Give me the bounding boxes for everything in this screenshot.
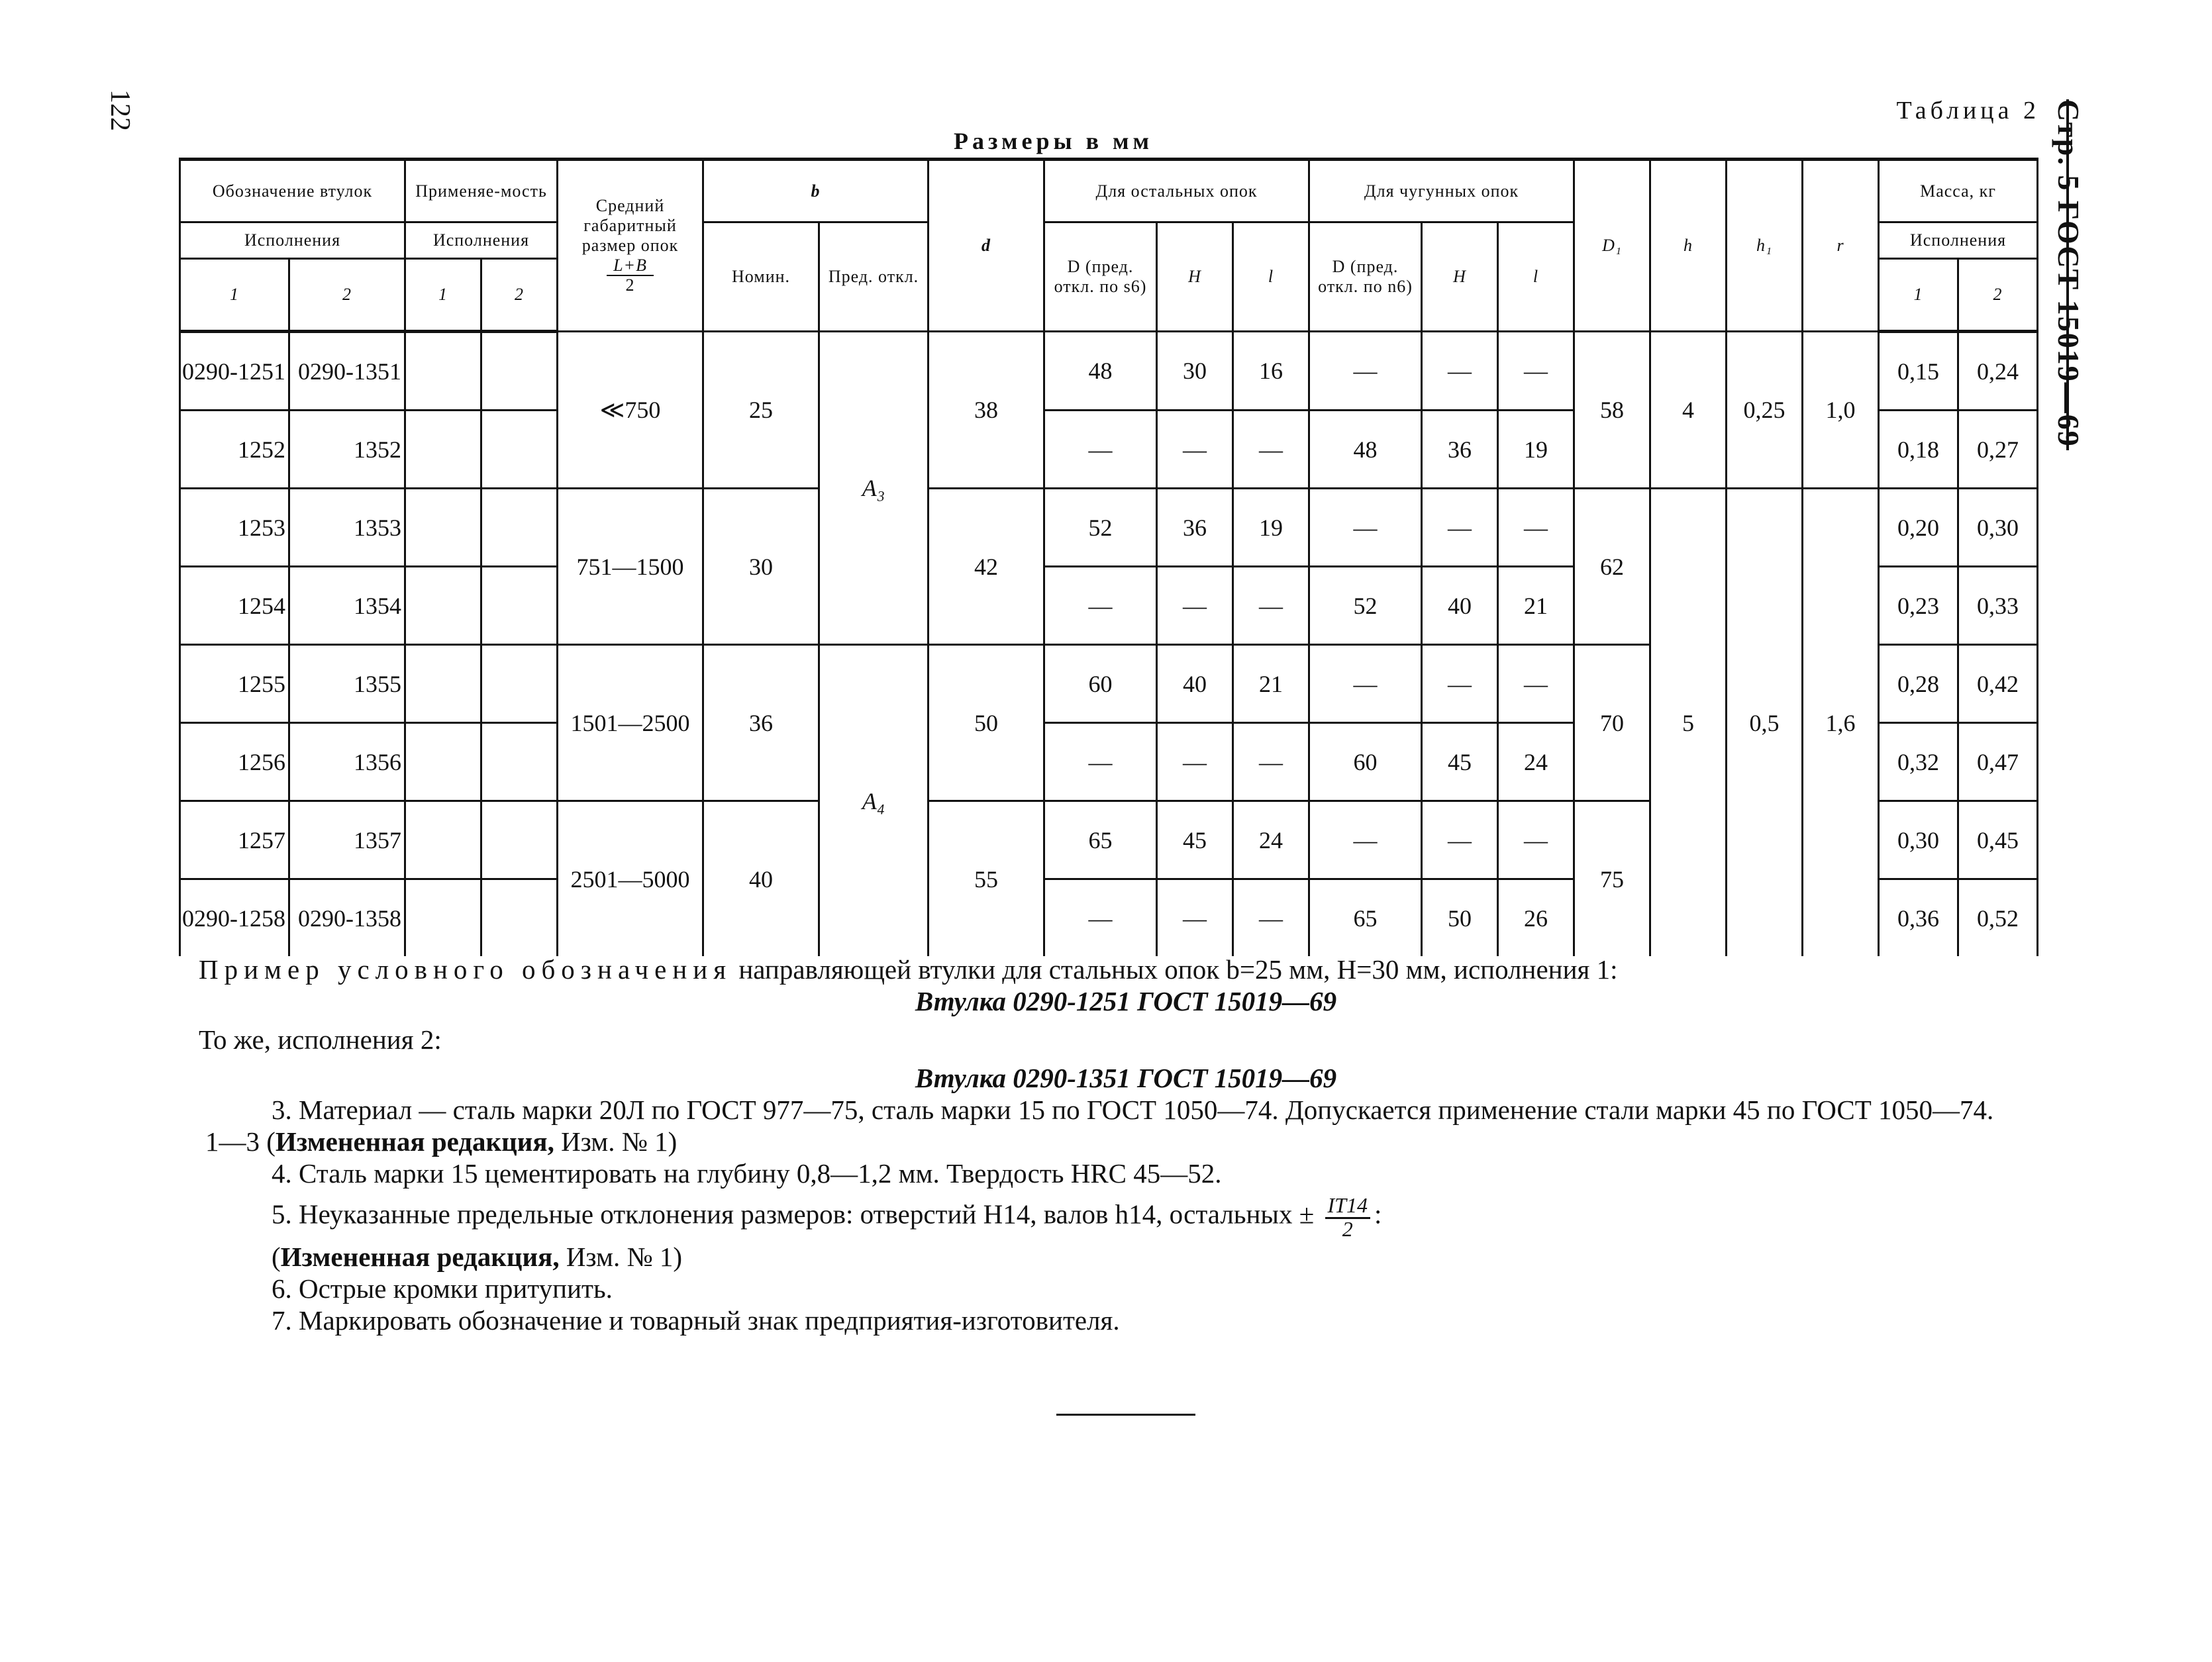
hdr-mass: Масса, кг [1879, 160, 2038, 222]
applicability-v1 [405, 567, 481, 645]
designation-v1: 1256 [180, 723, 289, 801]
dim-hc: — [1422, 645, 1498, 723]
dim-d: — [1044, 723, 1157, 801]
mass-v2: 0,33 [1958, 567, 2038, 645]
designation-v1: 1255 [180, 645, 289, 723]
hdr-other-flasks: Для остальных опок [1044, 160, 1309, 222]
mass-v2: 0,24 [1958, 332, 2038, 411]
designation-v1: 1254 [180, 567, 289, 645]
designation-v1: 1252 [180, 411, 289, 489]
b-nominal: 40 [703, 801, 819, 957]
note-7: 7. Маркировать обозначение и товарный знак предприятия-изготовителя. [272, 1305, 1120, 1336]
fraction-den: 2 [1342, 1217, 1353, 1241]
b-nominal: 25 [703, 332, 819, 489]
dim-lc: 24 [1498, 723, 1574, 801]
hdr-designation-versions: Исполнения [180, 222, 405, 259]
note-5 [199, 1193, 2053, 1241]
r-value: 1,0 [1803, 332, 1879, 489]
note-6: 6. Острые кромки притупить. [272, 1273, 613, 1304]
dim-h: 45 [1157, 801, 1233, 879]
applicability-v2 [481, 332, 558, 411]
applicability-v2 [481, 801, 558, 879]
hdr-mass-v2: 2 [1958, 259, 2038, 332]
h1-value: 0,5 [1727, 489, 1803, 957]
dim-l: — [1233, 879, 1309, 957]
hdr-mass-v1: 1 [1879, 259, 1958, 332]
D1-value: 62 [1574, 489, 1650, 645]
rev1-tail: Изм. № 1) [554, 1126, 678, 1157]
applicability-v1 [405, 332, 481, 411]
designation-v2: 1356 [289, 723, 405, 801]
D1-value: 70 [1574, 645, 1650, 801]
dim-h: 40 [1157, 645, 1233, 723]
designation-v2: 0290-1351 [289, 332, 405, 411]
mass-v2: 0,42 [1958, 645, 2038, 723]
dim-d: — [1044, 567, 1157, 645]
applicability-v2 [481, 645, 558, 723]
hdr-D1: D₁ [1574, 160, 1650, 332]
dim-d: — [1044, 879, 1157, 957]
rev2-tail: Изм. № 1) [559, 1242, 683, 1272]
hdr-app-v1: 1 [405, 259, 481, 332]
same-v2: То же, исполнения 2: [199, 1024, 442, 1055]
d-value: 42 [929, 489, 1044, 645]
h-value: 5 [1650, 489, 1727, 957]
note-3: 3. Материал — сталь марки 20Л по ГОСТ 977—75, сталь марки 15 по ГОСТ 1050—74. Допускается применение стали марки 45 по ГОСТ 1050—74. [272, 1095, 1994, 1125]
mass-v2: 0,27 [1958, 411, 2038, 489]
d-value: 55 [929, 801, 1044, 957]
hdr-H-cast: H [1422, 222, 1498, 332]
note-5-text: 5. Неуказанные предельные отклонения размеров: отверстий Н14, валов h14, остальных ± [272, 1198, 1315, 1230]
dim-l: 24 [1233, 801, 1309, 879]
mass-v1: 0,30 [1879, 801, 1958, 879]
hdr-b: b [703, 160, 929, 222]
dim-d: 48 [1044, 332, 1157, 411]
dim-l: — [1233, 411, 1309, 489]
table-caption: Таблица 2 [1896, 97, 2040, 124]
note-5-end: : [1374, 1198, 1382, 1230]
dim-l: 21 [1233, 645, 1309, 723]
designation-v2: 0290-1358 [289, 879, 405, 957]
designation-v1: 0290-1258 [180, 879, 289, 957]
designation-v2: 1355 [289, 645, 405, 723]
hdr-avg-size [558, 160, 703, 332]
dim-hc: 36 [1422, 411, 1498, 489]
applicability-v1 [405, 411, 481, 489]
dim-hc: — [1422, 489, 1498, 567]
mass-v2: 0,47 [1958, 723, 2038, 801]
dim-d: 52 [1044, 489, 1157, 567]
dim-lc: — [1498, 801, 1574, 879]
rev1-bold: Измененная редакция, [275, 1126, 554, 1157]
applicability-v2 [481, 411, 558, 489]
page-number: 122 [105, 89, 135, 131]
dim-d: — [1044, 411, 1157, 489]
D1-value: 58 [1574, 332, 1650, 489]
dim-l: 16 [1233, 332, 1309, 411]
avg-size: 1501—2500 [558, 645, 703, 801]
mass-v2: 0,45 [1958, 801, 2038, 879]
d-value: 50 [929, 645, 1044, 801]
example-line [199, 953, 2053, 985]
b-nominal: 36 [703, 645, 819, 801]
hdr-D-other: D (пред. откл. по s6) [1044, 222, 1157, 332]
dimensions-table-body [180, 332, 2038, 957]
dim-h: — [1157, 723, 1233, 801]
dim-l: 19 [1233, 489, 1309, 567]
dim-l: — [1233, 723, 1309, 801]
rev2-bold: Измененная редакция, [280, 1242, 560, 1272]
hdr-h: h [1650, 160, 1727, 332]
designation-v2: 1357 [289, 801, 405, 879]
mass-v1: 0,36 [1879, 879, 1958, 957]
dim-lc: 19 [1498, 411, 1574, 489]
b-tolerance: A₃ [819, 332, 929, 645]
dim-h: — [1157, 411, 1233, 489]
table-row [180, 332, 2038, 411]
applicability-v1 [405, 489, 481, 567]
dim-lc: 21 [1498, 567, 1574, 645]
designation-v1: 0290-1251 [180, 332, 289, 411]
D1-value: 75 [1574, 801, 1650, 957]
dim-dc: 65 [1309, 879, 1422, 957]
dim-d: 60 [1044, 645, 1157, 723]
hdr-app-v2: 2 [481, 259, 558, 332]
applicability-v2 [481, 879, 558, 957]
mass-v1: 0,32 [1879, 723, 1958, 801]
hdr-r: r [1803, 160, 1879, 332]
dim-dc: — [1309, 332, 1422, 411]
dim-lc: — [1498, 332, 1574, 411]
fraction-num: IT14 [1325, 1193, 1370, 1219]
mass-v1: 0,15 [1879, 332, 1958, 411]
avg-size: ≪750 [558, 332, 703, 489]
mass-v2: 0,52 [1958, 879, 2038, 957]
rev1-prefix: 1—3 ( [205, 1126, 276, 1157]
hdr-designation: Обозначение втулок [180, 160, 405, 222]
table-row [180, 489, 2038, 567]
dim-hc: — [1422, 332, 1498, 411]
dim-hc: 40 [1422, 567, 1498, 645]
hdr-b-nom: Номин. [703, 222, 819, 332]
hdr-mass-versions: Исполнения [1879, 222, 2038, 259]
designation-v2: 1352 [289, 411, 405, 489]
avg-size: 751—1500 [558, 489, 703, 645]
dim-h: 36 [1157, 489, 1233, 567]
end-rule [1056, 1414, 1195, 1416]
designation-v2: 1354 [289, 567, 405, 645]
h1-value: 0,25 [1727, 332, 1803, 489]
dim-dc: 52 [1309, 567, 1422, 645]
b-tolerance: A₄ [819, 645, 929, 957]
note-4: 4. Сталь марки 15 цементировать на глубину 0,8—1,2 мм. Твердость HRC 45—52. [272, 1158, 1222, 1189]
hdr-b-dev: Пред. откл. [819, 222, 929, 332]
hdr-D-cast: D (пред. откл. по n6) [1309, 222, 1422, 332]
r-value: 1,6 [1803, 489, 1879, 957]
designation-v1: 1253 [180, 489, 289, 567]
dim-lc: 26 [1498, 879, 1574, 957]
dim-h: — [1157, 879, 1233, 957]
designation-v1: 1257 [180, 801, 289, 879]
dimensions-table-wrap [179, 158, 2030, 956]
applicability-v2 [481, 567, 558, 645]
dim-h: 30 [1157, 332, 1233, 411]
designation-v2: 1353 [289, 489, 405, 567]
dim-hc: 50 [1422, 879, 1498, 957]
units-label: Размеры в мм [954, 128, 1154, 154]
mass-v1: 0,20 [1879, 489, 1958, 567]
hdr-H-other: H [1157, 222, 1233, 332]
hdr-l-cast: l [1498, 222, 1574, 332]
side-header: Стр. 5 ГОСТ 15019—69 [2052, 99, 2086, 448]
hdr-avg-formula-den: 2 [625, 275, 635, 295]
mass-v1: 0,28 [1879, 645, 1958, 723]
applicability-v1 [405, 645, 481, 723]
hdr-avg-size-label: Средний габаритный размер опок [581, 196, 679, 256]
h-value: 4 [1650, 332, 1727, 489]
dim-d: 65 [1044, 801, 1157, 879]
notes [199, 953, 2053, 1336]
dim-dc: 48 [1309, 411, 1422, 489]
applicability-v1 [405, 723, 481, 801]
hdr-applicability-versions: Исполнения [405, 222, 558, 259]
hdr-des-v2: 2 [289, 259, 405, 332]
revision-1 [199, 1126, 2053, 1157]
mass-v1: 0,18 [1879, 411, 1958, 489]
applicability-v1 [405, 801, 481, 879]
dim-hc: — [1422, 801, 1498, 879]
dim-dc: — [1309, 489, 1422, 567]
dim-lc: — [1498, 489, 1574, 567]
hdr-d: d [929, 160, 1044, 332]
mass-v2: 0,30 [1958, 489, 2038, 567]
avg-size: 2501—5000 [558, 801, 703, 957]
example-text: направляющей втулки для стальных опок b=25 мм, H=30 мм, исполнения 1: [738, 954, 1618, 985]
example-lead: Пример условного обозначения [199, 954, 732, 985]
rev2-prefix: ( [272, 1242, 281, 1272]
applicability-v1 [405, 879, 481, 957]
hdr-l-other: l [1233, 222, 1309, 332]
revision-2 [199, 1241, 2053, 1273]
b-nominal: 30 [703, 489, 819, 645]
tolerance-fraction [1325, 1193, 1370, 1241]
hdr-applicability: Применяе-мость [405, 160, 558, 222]
example-1: Втулка 0290-1251 ГОСТ 15019—69 [915, 986, 1337, 1016]
example-2: Втулка 0290-1351 ГОСТ 15019—69 [915, 1063, 1337, 1093]
dim-dc: 60 [1309, 723, 1422, 801]
dim-lc: — [1498, 645, 1574, 723]
dim-dc: — [1309, 801, 1422, 879]
hdr-h1: h₁ [1727, 160, 1803, 332]
dim-hc: 45 [1422, 723, 1498, 801]
applicability-v2 [481, 723, 558, 801]
d-value: 38 [929, 332, 1044, 489]
hdr-des-v1: 1 [180, 259, 289, 332]
dimensions-table [179, 158, 2038, 956]
dim-l: — [1233, 567, 1309, 645]
applicability-v2 [481, 489, 558, 567]
hdr-avg-formula-num: L+B [607, 256, 654, 276]
mass-v1: 0,23 [1879, 567, 1958, 645]
dim-h: — [1157, 567, 1233, 645]
hdr-cast-flasks: Для чугунных опок [1309, 160, 1574, 222]
dim-dc: — [1309, 645, 1422, 723]
